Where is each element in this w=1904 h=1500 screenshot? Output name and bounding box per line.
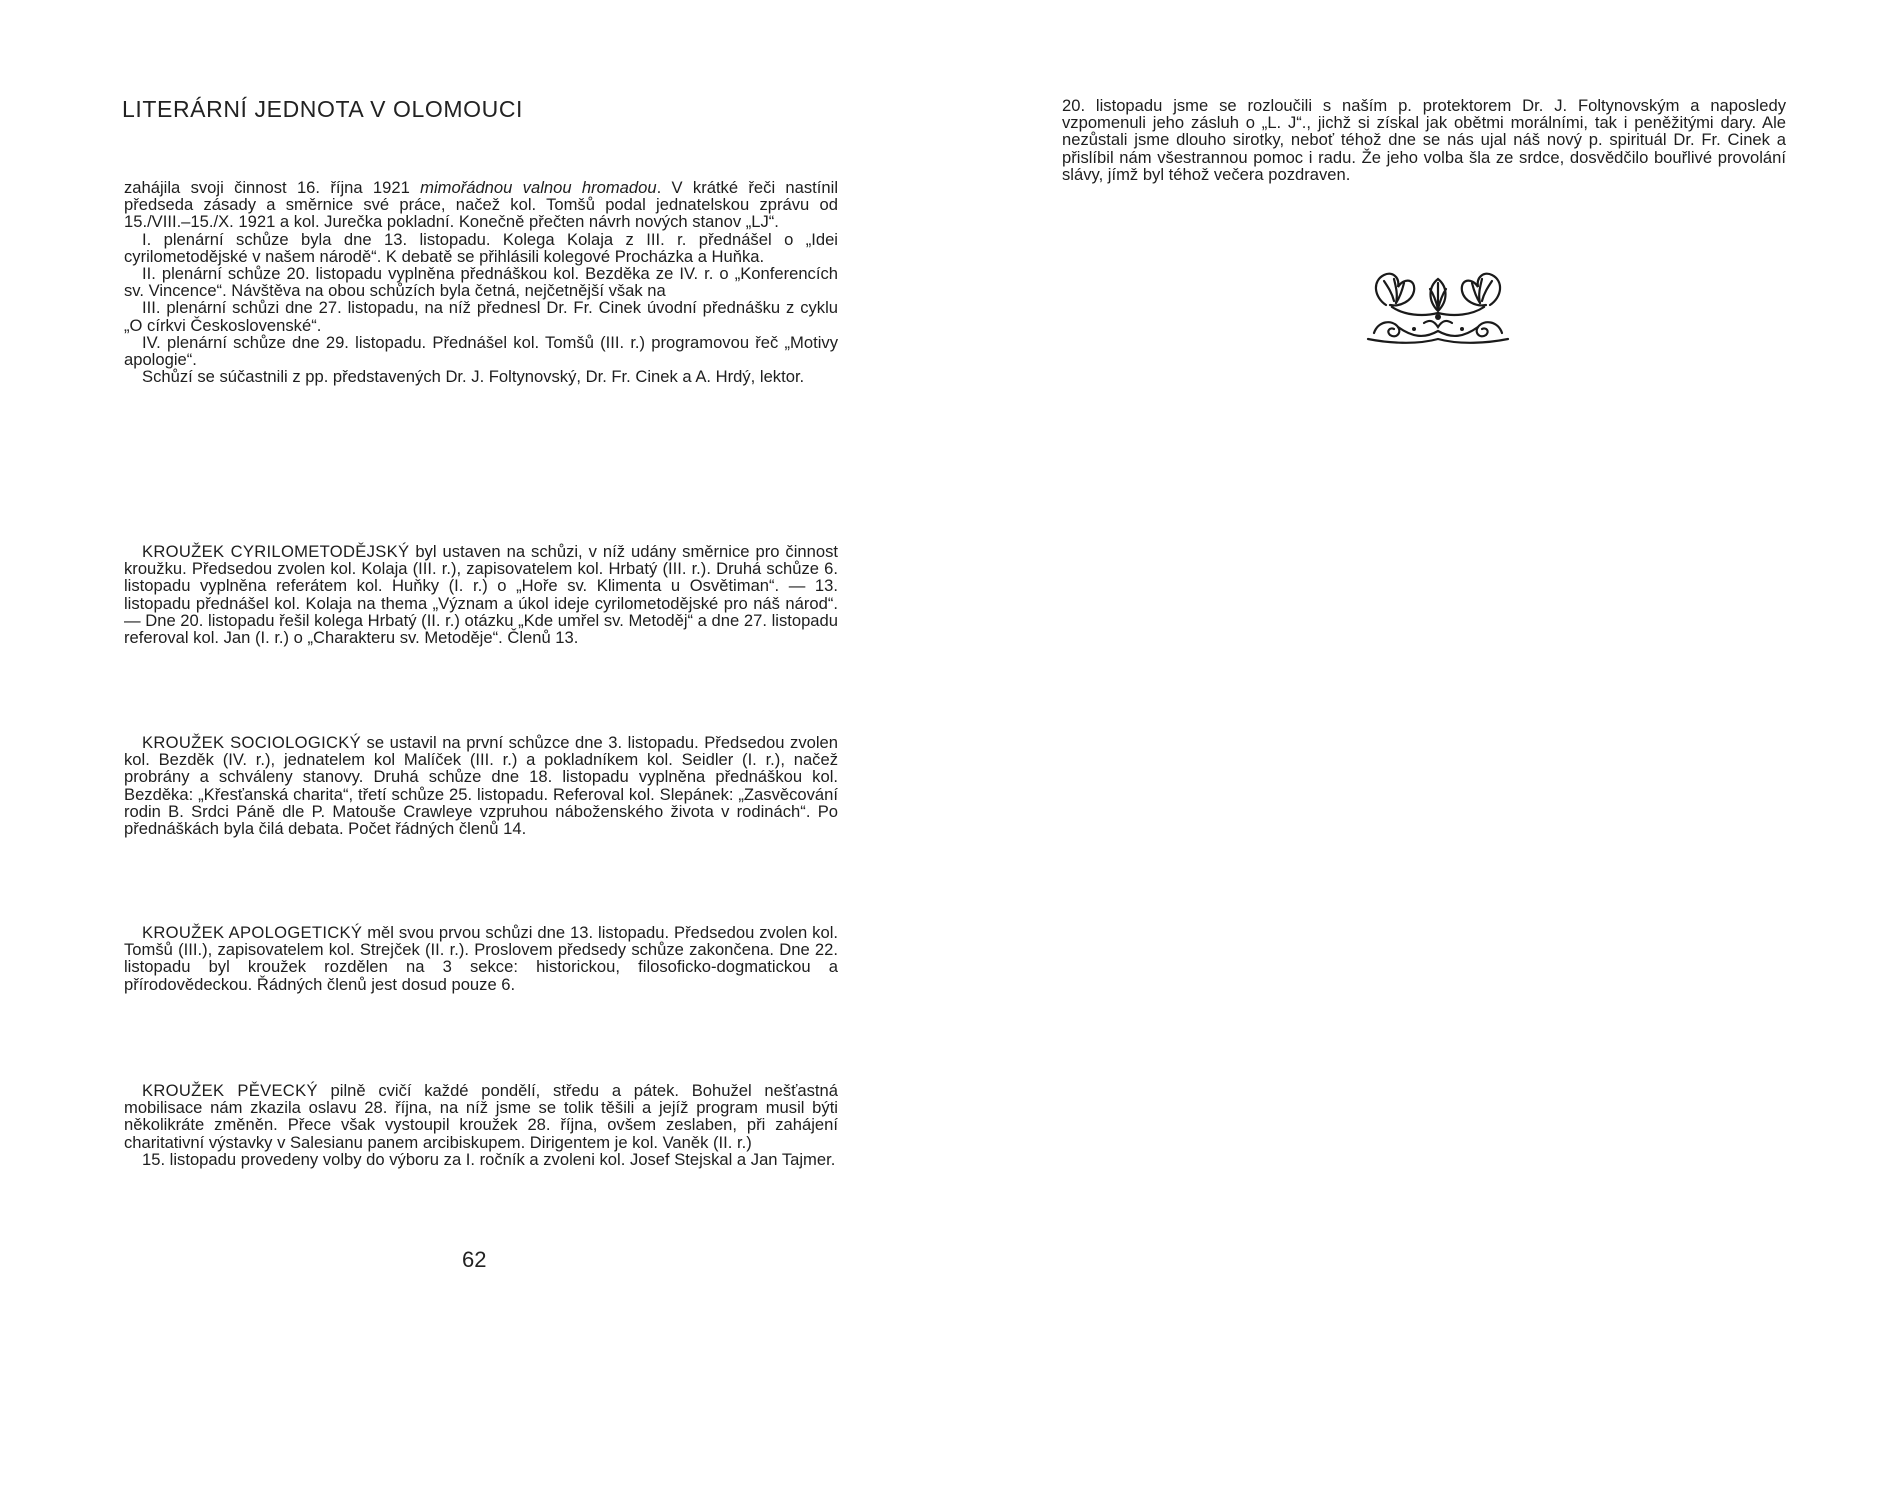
- section-heading: KROUŽEK APOLOGETICKÝ: [142, 923, 363, 942]
- pevecky-paragraph: KROUŽEK PĚVECKÝ pilně cvičí každé pondělí, středu a pátek. Bohužel nešťastná mobilisace nám zkazila oslavu 28. října, na níž jsme se tolik těšili a jejíž program musil býti několikráte změněn. Přece však vystoupil kroužek 28. října, ovšem zeslaben, při zahájení charitativní výstavky v Salesianu panem arcibiskupem. Dirigentem je kol. Vaněk (II. r.): [124, 1081, 838, 1152]
- farewell-paragraph: 20. listopadu jsme se rozloučili s naším p. protektorem Dr. J. Foltynovským a naposledy vzpomenuli jeho zásluh o „L. J“., jichž si získal jak obětmi morálními, tak i peněžitými dary. Ale nezůstali jsme dlouho sirotky, neboť téhož dne se nás ujal náš nový p. spirituál Dr. Fr. Cinek a přislíbil nám všestrannou pomoc i radu. Že jeho volba šla ze srdce, dosvědčilo bouřlivé provolání slávy, jímž byl téhož večera pozdraven.: [1062, 96, 1786, 184]
- section-literarni-jednota: [124, 179, 838, 385]
- emphasis-valna-hromada: mimořádnou valnou hromadou: [420, 178, 657, 197]
- section-heading: KROUŽEK PĚVECKÝ: [142, 1081, 318, 1100]
- right-page: [952, 0, 1904, 1500]
- right-page-text: [1062, 97, 1786, 183]
- section-krouzek-pevecky: [124, 1082, 838, 1168]
- plenary-meeting-3: III. plenární schůzi dne 27. listopadu, na níž přednesl Dr. Fr. Cinek úvodní přednášku z cyklu „O církvi Československé“.: [124, 298, 838, 335]
- running-head: LITERÁRNÍ JEDNOTA V OLOMOUCI: [122, 96, 524, 122]
- section-heading: KROUŽEK SOCIOLOGICKÝ: [142, 733, 362, 752]
- section-heading: KROUŽEK CYRILOMETODĚJSKÝ: [142, 542, 410, 561]
- section-krouzek-apologeticky: [124, 924, 838, 993]
- plenary-meeting-1: I. plenární schůze byla dne 13. listopadu. Kolega Kolaja z III. r. přednášel o „Idei cyrilometodějské v našem národě“. K debatě se přihlásili kolegové Procházka a Huňka.: [124, 229, 838, 266]
- plenary-meeting-2: II. plenární schůze 20. listopadu vyplněna přednáškou kol. Bezděka ze IV. r. o „Konferencích sv. Vincence“. Návštěva na obou schůzích byla četná, nejčetnější však na: [124, 264, 838, 301]
- opening-paragraph: zahájila svoji činnost 16. října 1921 mimořádnou valnou hromadou. V krátké řeči nastínil předseda zásady a směrnice své práce, načež kol. Tomšů podal jednatelskou zprávu od 15./VIII.–15./X. 1921 a kol. Jurečka pokladní. Konečně přečten návrh nových stanov „LJ“.: [124, 178, 839, 232]
- section-krouzek-cyrilometodejsky: [124, 543, 838, 646]
- sociologicky-paragraph: KROUŽEK SOCIOLOGICKÝ se ustavil na první schůzce dne 3. listopadu. Předsedou zvolen kol. Bezděk (IV. r.), jednatelem kol Malíček (III. r.) a pokladníkem kol. Seidler (I. r.), načež probrány a schváleny stanovy. Druhá schůze dne 18. listopadu vyplněna přednáškou kol. Bezděka: „Křesťanská charita“, třetí schůze 25. listopadu. Referoval kol. Slepánek: „Zasvěcování rodin B. Srdci Páně dle P. Matouše Crawleye vzpruhou náboženského života v rodinách“. Po přednáškách byla čilá debata. Počet řádných členů 14.: [124, 733, 839, 839]
- section-krouzek-sociologicky: [124, 734, 838, 837]
- page-number: 62: [462, 1247, 487, 1272]
- attendees-paragraph: Schůzí se súčastnili z pp. představených Dr. J. Foltynovský, Dr. Fr. Cinek a A. Hrdý, lektor.: [142, 367, 805, 387]
- elections-paragraph: 15. listopadu provedeny volby do výboru za I. ročník a zvoleni kol. Josef Stejskal a Jan Tajmer.: [142, 1149, 836, 1169]
- plenary-meeting-4: IV. plenární schůze dne 29. listopadu. Přednášel kol. Tomšů (III. r.) programovou řeč „Motivy apologie“.: [124, 332, 838, 370]
- apologeticky-paragraph: KROUŽEK APOLOGETICKÝ měl svou prvou schůzi dne 13. listopadu. Předsedou zvolen kol. Tomšů (III.), zapisovatelem kol. Strejček (II. r.). Proslovem předsedy schůze zakončena. Dne 22. listopadu byl kroužek rozdělen na 3 sekce: historickou, filosoficko-dogmatickou a přírodovědeckou. Řádných členů jest dosud pouze 6.: [124, 923, 838, 994]
- floral-vignette-icon: [1364, 267, 1512, 347]
- cyrilometodejsky-paragraph: KROUŽEK CYRILOMETODĚJSKÝ byl ustaven na schůzi, v níž udány směrnice pro činnost kroužku. Předsedou zvolen kol. Kolaja (III. r.), zapisovatelem kol. Hrbatý (III. r.). Druhá schůze 6. listopadu vyplněna referátem kol. Huňky (I. r.) o „Hoře sv. Klimenta u Osvětiman“. — 13. listopadu přednášel kol. Kolaja na thema „Význam a úkol ideje cyrilometodějské pro náš národ“. — Dne 20. listopadu řešil kolega Hrbatý (II. r.) otázku „Kde umřel sv. Metoděj“ a dne 27. listopadu referoval kol. Jan (I. r.) o „Charakteru sv. Metoděje“. Členů 13.: [124, 542, 838, 648]
